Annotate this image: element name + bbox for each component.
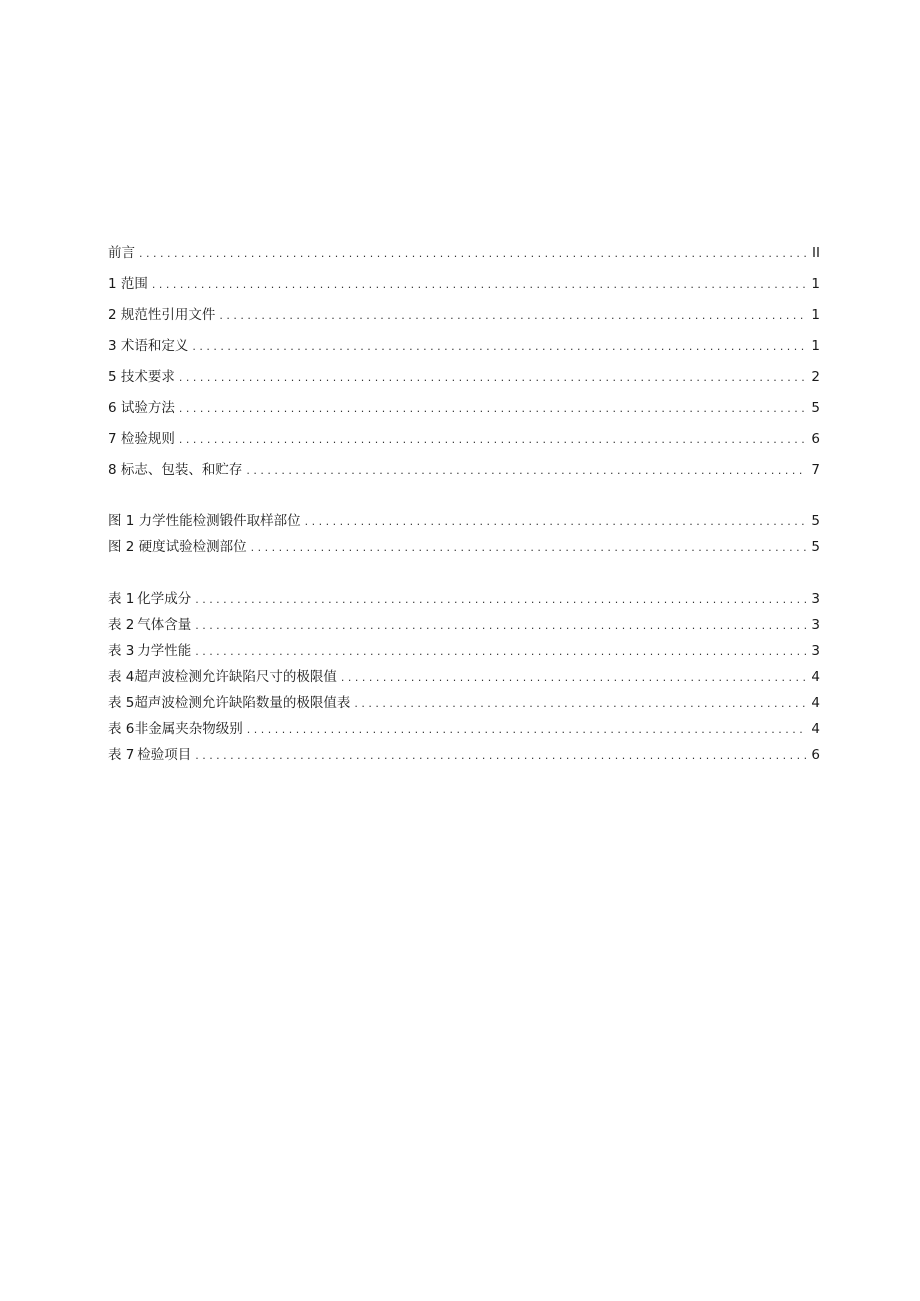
dot-leader (139, 238, 806, 269)
toc-entry-page: 4 (811, 695, 820, 711)
table-number: 表 5 (108, 695, 135, 711)
table-number: 表 1 (108, 591, 135, 607)
toc-entry-page: 2 (811, 369, 820, 385)
toc-entry-label: 8 标志、包装、和贮存 (108, 462, 243, 478)
toc-entry-table-4[interactable] (108, 664, 820, 690)
toc-entry-page: 3 (811, 591, 820, 607)
toc-entry-page: 5 (811, 400, 820, 416)
table-number: 表 3 (108, 643, 135, 659)
toc-entry-label: 超声波检测允许缺陷数量的极限值表 (134, 695, 351, 711)
toc-entry-label: 6 试验方法 (108, 400, 175, 416)
table-of-contents (108, 238, 820, 768)
table-number: 表 6 (108, 721, 135, 737)
toc-entry-label: 1 范围 (108, 276, 148, 292)
table-number: 表 2 (108, 617, 135, 633)
toc-entry-inspection-rules[interactable] (108, 424, 820, 455)
dot-leader (179, 393, 806, 424)
dot-leader (152, 269, 806, 300)
toc-entry-figure-1[interactable] (108, 508, 820, 534)
toc-entry-page: II (812, 245, 820, 261)
toc-entry-table-3[interactable] (108, 638, 820, 664)
dot-leader (179, 424, 806, 455)
toc-entry-page: 1 (811, 276, 820, 292)
dot-leader (195, 587, 806, 613)
toc-entry-label: 非金属夹杂物级别 (134, 721, 243, 737)
toc-entry-scope[interactable] (108, 269, 820, 300)
dot-leader (195, 639, 806, 665)
dot-leader (179, 362, 806, 393)
toc-entry-label: 图 2 硬度试验检测部位 (108, 539, 247, 555)
dot-leader (195, 743, 806, 769)
toc-entry-normative-references[interactable] (108, 300, 820, 331)
toc-entry-page: 1 (811, 338, 820, 354)
toc-entry-label: 化学成分 (137, 591, 192, 607)
dot-leader (247, 717, 806, 743)
toc-entry-label: 图 1 力学性能检测锻件取样部位 (108, 513, 301, 529)
toc-entry-page: 3 (811, 617, 820, 633)
toc-entry-table-2[interactable] (108, 612, 820, 638)
toc-entry-page: 1 (811, 307, 820, 323)
toc-entry-page: 5 (811, 513, 820, 529)
table-number: 表 7 (108, 747, 135, 763)
toc-entry-label: 7 检验规则 (108, 431, 175, 447)
toc-entry-label: 3 术语和定义 (108, 338, 189, 354)
toc-entry-page: 3 (811, 643, 820, 659)
dot-leader (354, 691, 806, 717)
dot-leader (219, 300, 806, 331)
dot-leader (305, 509, 806, 535)
dot-leader (192, 331, 806, 362)
toc-entry-label: 5 技术要求 (108, 369, 175, 385)
toc-entry-page: 4 (811, 669, 820, 685)
spacer (108, 486, 820, 508)
toc-entry-label: 超声波检测允许缺陷尺寸的极限值 (134, 669, 337, 685)
toc-entry-page: 6 (811, 431, 820, 447)
toc-entry-page: 7 (811, 462, 820, 478)
dot-leader (251, 535, 806, 561)
toc-entry-foreword[interactable] (108, 238, 820, 269)
toc-entry-table-1[interactable] (108, 586, 820, 612)
toc-entry-marking-packaging[interactable] (108, 455, 820, 486)
spacer (108, 560, 820, 586)
toc-entry-table-6[interactable] (108, 716, 820, 742)
toc-entry-label: 气体含量 (137, 617, 192, 633)
dot-leader (246, 455, 806, 486)
toc-entry-label: 检验项目 (137, 747, 192, 763)
toc-entry-table-5[interactable] (108, 690, 820, 716)
table-number: 表 4 (108, 669, 135, 685)
toc-entry-page: 5 (811, 539, 820, 555)
toc-entry-label: 2 规范性引用文件 (108, 307, 216, 323)
toc-entry-label: 力学性能 (137, 643, 192, 659)
dot-leader (341, 665, 806, 691)
toc-entry-page: 4 (811, 721, 820, 737)
toc-entry-terms[interactable] (108, 331, 820, 362)
toc-entry-figure-2[interactable] (108, 534, 820, 560)
toc-entry-technical-requirements[interactable] (108, 362, 820, 393)
toc-entry-page: 6 (811, 747, 820, 763)
toc-entry-table-7[interactable] (108, 742, 820, 768)
toc-entry-test-methods[interactable] (108, 393, 820, 424)
toc-entry-label: 前言 (108, 245, 135, 261)
dot-leader (195, 613, 806, 639)
